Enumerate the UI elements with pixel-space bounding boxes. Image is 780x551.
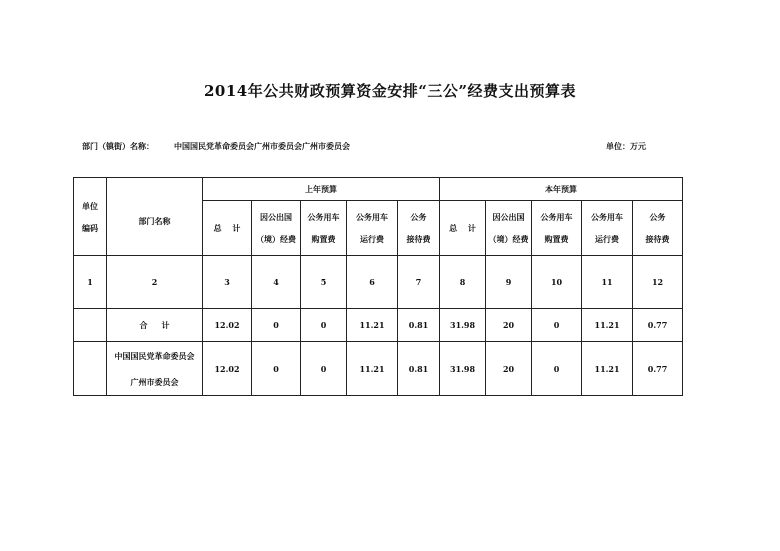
header-this-car-run-line2: 运行费 (595, 234, 620, 244)
col-number: 2 (107, 256, 203, 309)
dept-this-car-buy: 0 (532, 342, 582, 396)
dept-row-name-line2: 广州市委员会 (130, 376, 179, 387)
col-number: 12 (633, 256, 683, 309)
page-title: 2014年公共财政预算资金安排“三公”经费支出预算表 (203, 82, 576, 100)
col-number: 7 (398, 256, 440, 309)
col-number: 11 (582, 256, 633, 309)
dept-prev-car-run: 11.21 (347, 342, 398, 396)
header-prev-abroad-line1: 因公出国 (260, 212, 292, 222)
total-row-label-text: 合计 (139, 320, 184, 330)
col-number: 8 (440, 256, 486, 309)
dept-prev-abroad: 0 (252, 342, 301, 396)
total-this-car-run: 11.21 (582, 309, 633, 342)
header-unit-code (74, 178, 107, 256)
budget-table (73, 177, 683, 396)
total-prev-car-run: 11.21 (347, 309, 398, 342)
unit-label: 单位：万元 (606, 141, 646, 151)
total-this-abroad: 20 (486, 309, 532, 342)
header-prev-total-label: 总 计 (213, 223, 245, 233)
col-number: 5 (301, 256, 347, 309)
header-this-car-buy-line1: 公务用车 (540, 212, 573, 222)
header-prev-car-buy-line2: 购置费 (311, 234, 336, 244)
header-this-total (440, 201, 486, 256)
col-number: 4 (252, 256, 301, 309)
dept-prev-car-buy: 0 (301, 342, 347, 396)
department-label: 部门（镇街）名称： (82, 141, 154, 151)
dept-this-car-run: 11.21 (582, 342, 633, 396)
header-prev-hosting (398, 201, 440, 256)
dept-row-name-line1: 中国国民党革命委员会 (114, 350, 195, 361)
header-prev-car-buy-line1: 公务用车 (307, 212, 340, 222)
total-prev-hosting: 0.81 (398, 309, 440, 342)
department-name: 中国国民党革命委员会广州市委员会广州市委员会 (174, 141, 350, 151)
header-dept-name: 部门名称 (107, 178, 203, 256)
dept-row-name (107, 342, 203, 396)
header-prev-abroad (252, 201, 301, 256)
header-this-abroad (486, 201, 532, 256)
header-prev-year: 上年预算 (203, 178, 440, 201)
total-this-total: 31.98 (440, 309, 486, 342)
col-number: 10 (532, 256, 582, 309)
total-prev-car-buy: 0 (301, 309, 347, 342)
total-prev-total: 12.02 (203, 309, 252, 342)
col-number: 1 (74, 256, 107, 309)
dept-prev-hosting: 0.81 (398, 342, 440, 396)
col-number: 6 (347, 256, 398, 309)
header-this-total-label: 总 计 (449, 223, 480, 233)
header-this-abroad-line1: 因公出国 (492, 212, 525, 222)
total-row-code (74, 309, 107, 342)
header-prev-car-buy (301, 201, 347, 256)
header-prev-car-run-line1: 公务用车 (356, 212, 388, 222)
department-info (82, 141, 350, 152)
dept-row-code (74, 342, 107, 396)
header-prev-car-run-line2: 运行费 (360, 234, 384, 244)
header-this-abroad-line2: （境）经费 (488, 234, 529, 244)
department-row (74, 342, 683, 396)
header-prev-hosting-line1: 公务 (410, 212, 427, 222)
header-this-year: 本年预算 (440, 178, 683, 201)
total-this-hosting: 0.77 (633, 309, 683, 342)
header-prev-abroad-line2: （境）经费 (256, 234, 296, 244)
header-this-car-run-line1: 公务用车 (591, 212, 624, 222)
header-this-car-buy-line2: 购置费 (544, 234, 569, 244)
total-prev-abroad: 0 (252, 309, 301, 342)
header-row-1 (74, 178, 683, 201)
column-number-row (74, 256, 683, 309)
header-this-car-run (582, 201, 633, 256)
header-prev-hosting-line2: 接待费 (406, 234, 431, 244)
dept-prev-total: 12.02 (203, 342, 252, 396)
total-this-car-buy: 0 (532, 309, 582, 342)
header-this-hosting-line2: 接待费 (645, 234, 670, 244)
total-row (74, 309, 683, 342)
dept-this-hosting: 0.77 (633, 342, 683, 396)
header-this-hosting (633, 201, 683, 256)
col-number: 3 (203, 256, 252, 309)
total-row-label (107, 309, 203, 342)
col-number: 9 (486, 256, 532, 309)
header-unit-code-line2: 编码 (82, 222, 98, 233)
header-this-hosting-line1: 公务 (649, 212, 666, 222)
header-prev-car-run (347, 201, 398, 256)
header-this-car-buy (532, 201, 582, 256)
header-prev-total (203, 201, 252, 256)
dept-this-abroad: 20 (486, 342, 532, 396)
header-unit-code-line1: 单位 (82, 200, 98, 211)
dept-this-total: 31.98 (440, 342, 486, 396)
